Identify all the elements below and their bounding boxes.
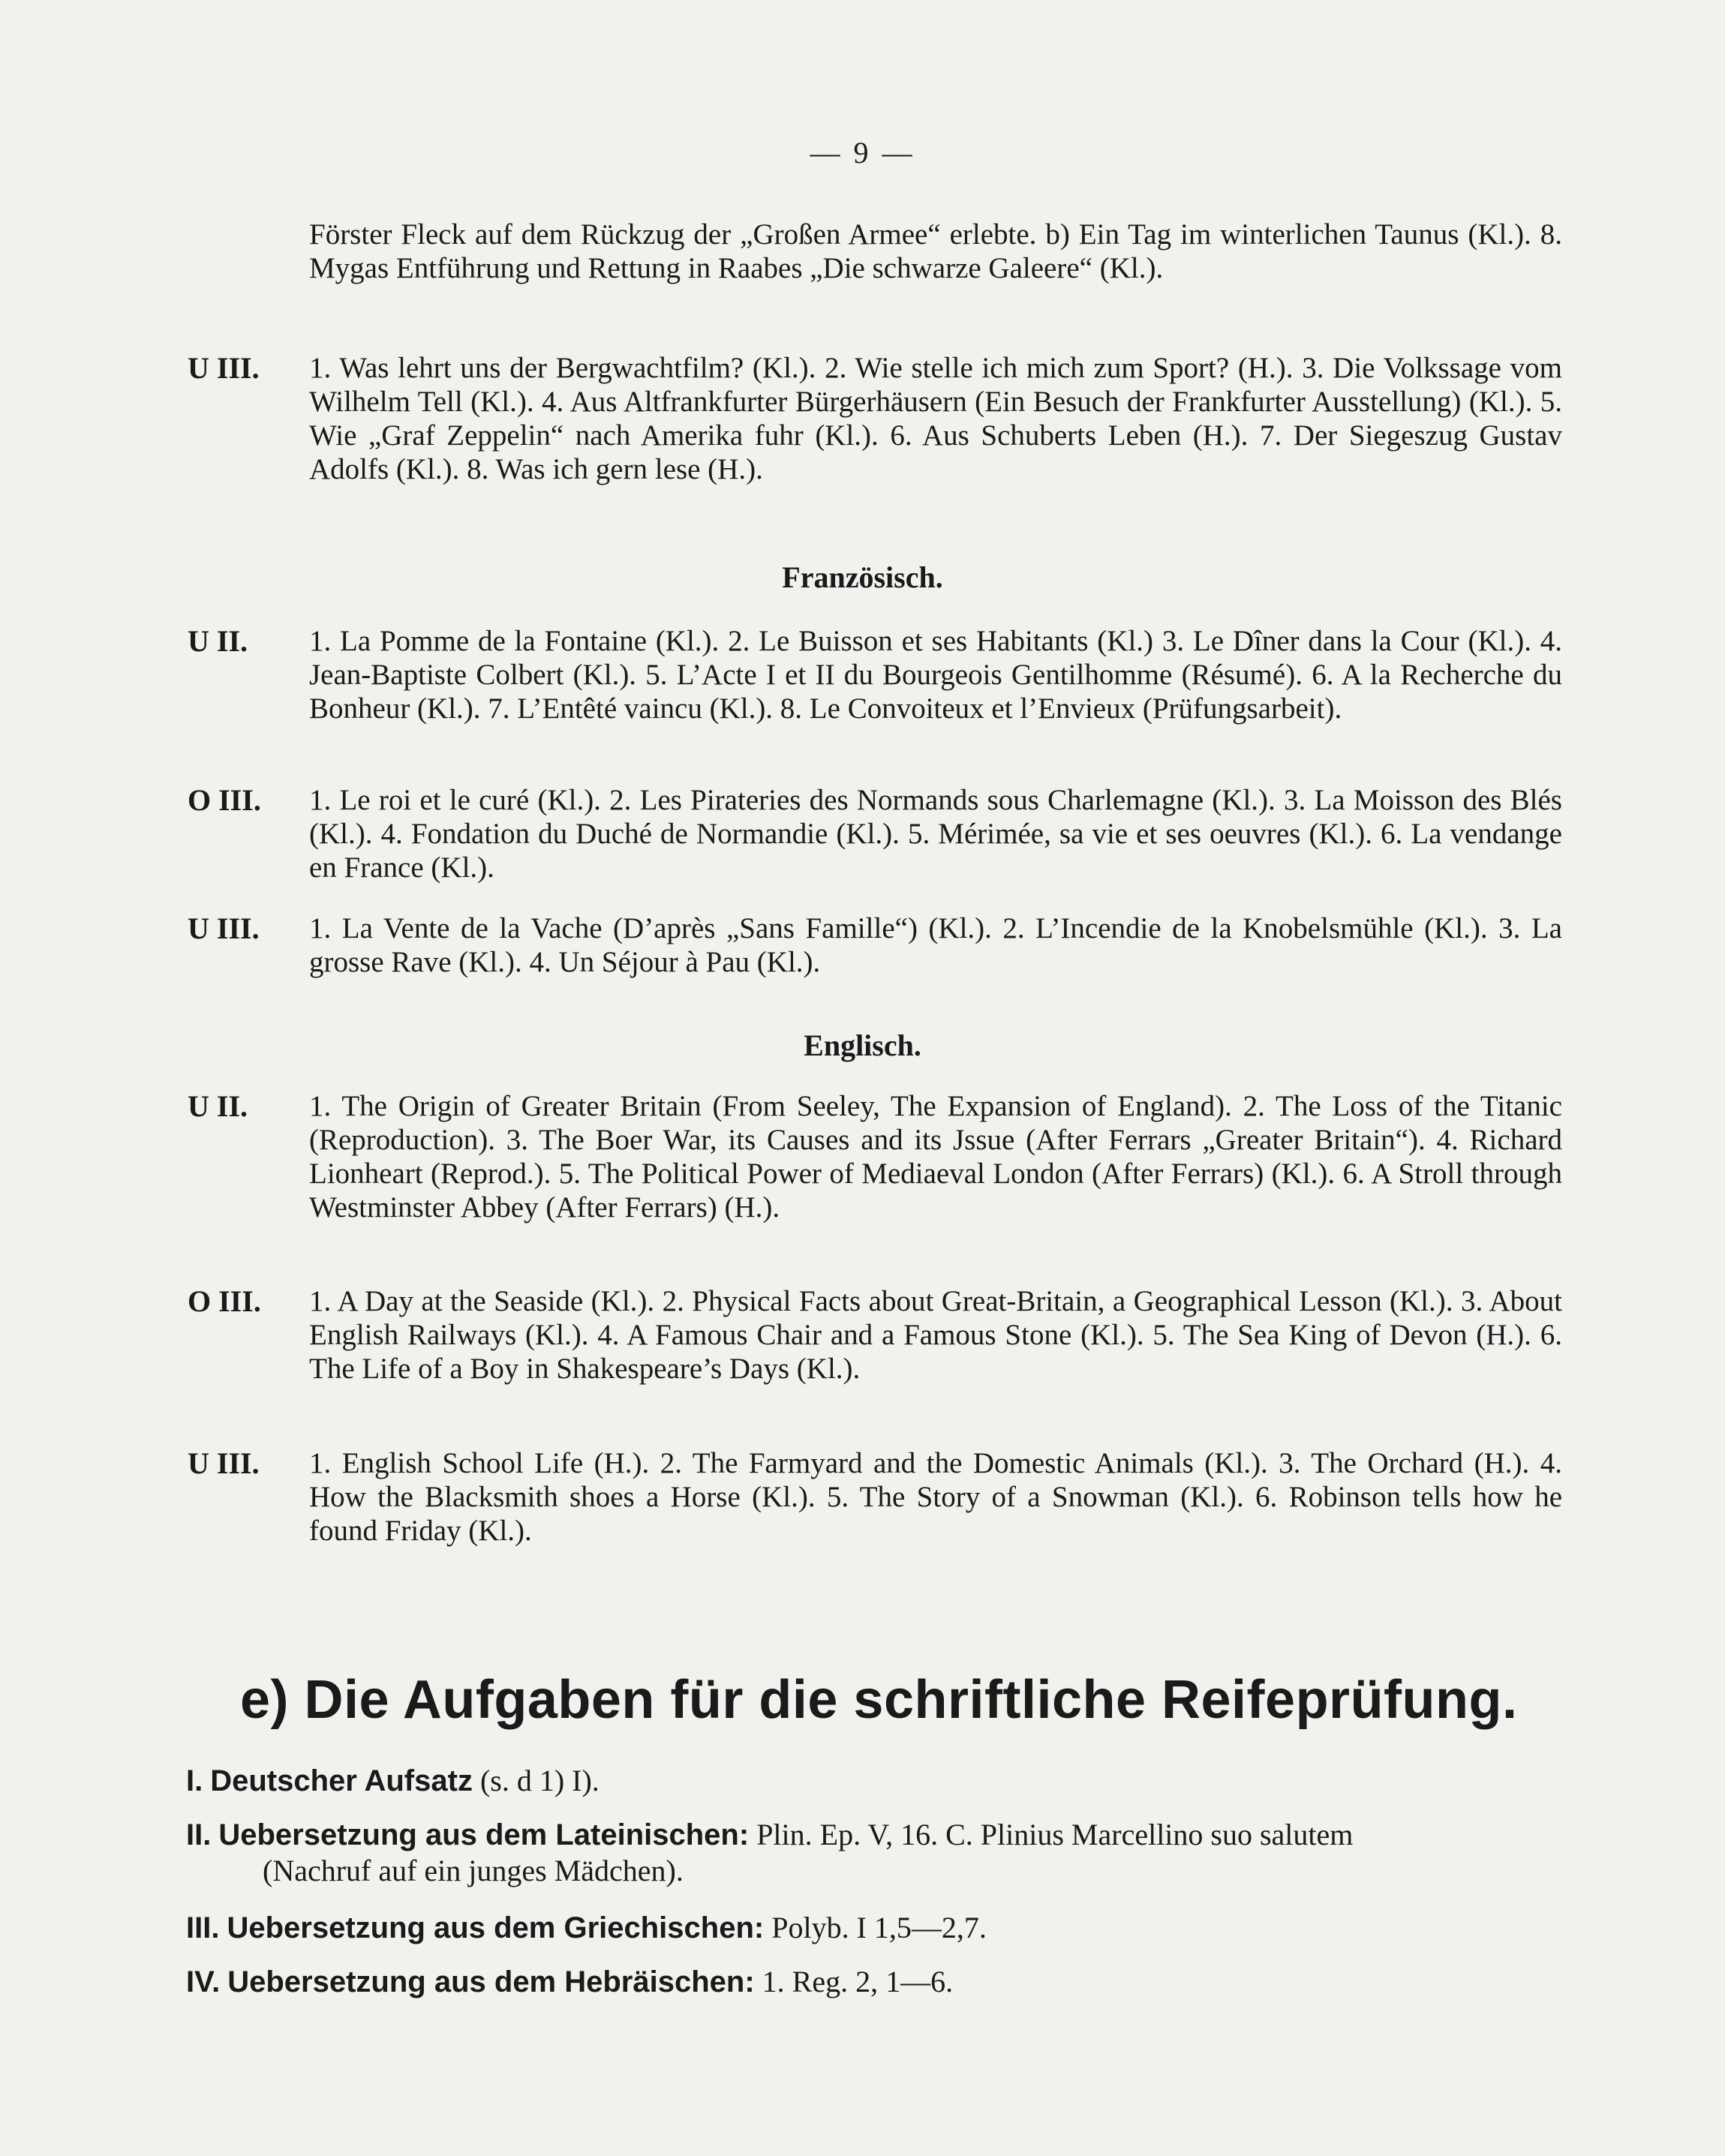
engl-entry-u3 bbox=[188, 1446, 1562, 1548]
entry-text: 1. A Day at the Seaside (Kl.). 2. Physical Facts about Great-Britain, a Geographical Lesson (Kl.). 3. About English Railways (Kl.). 4. A Famous Chair and a Famous Stone (Kl.). 5. The Sea King of Devon (H.). 6. The Life of a Boy in Shakespeare’s Days (Kl.). bbox=[309, 1285, 1562, 1385]
deutsch-entry-u3 bbox=[188, 351, 1562, 486]
task-detail: (s. d 1) I). bbox=[479, 1764, 600, 1797]
engl-entry-o3 bbox=[188, 1284, 1562, 1386]
task-detail: Polyb. I 1,5—2,7. bbox=[771, 1911, 987, 1944]
task-detail: 1. Reg. 2, 1—6. bbox=[762, 1965, 954, 1998]
heading-englisch: Englisch. bbox=[804, 1028, 921, 1062]
heading-franzoesisch: Französisch. bbox=[782, 560, 943, 594]
franz-entry-u2 bbox=[188, 624, 1562, 725]
task-number: I. bbox=[186, 1764, 203, 1797]
class-label: U III. bbox=[188, 351, 260, 385]
task-3 bbox=[186, 1910, 1567, 1946]
task-4 bbox=[186, 1964, 1567, 2000]
task-number: IV. bbox=[186, 1965, 221, 1998]
franz-entry-o3 bbox=[188, 783, 1562, 884]
entry-text: 1. La Pomme de la Fontaine (Kl.). 2. Le Buisson et ses Habitants (Kl.) 3. Le Dîner dans la Cour (Kl.). 4. Jean-Baptiste Colbert (Kl.). 5. L’Acte I et II du Bourgeois Gentilhomme (Résumé). 6. A la Recherche du Bonheur (Kl.). 7. L’Entêté vaincu (Kl.). 8. Le Convoiteux et l’Envieux (Prüfungsarbeit). bbox=[309, 625, 1562, 725]
entry-text: 1. Le roi et le curé (Kl.). 2. Les Pirateries des Normands sous Charlemagne (Kl.). 3. La Moisson des Blés (Kl.). 4. Fondation du Duché de Normandie (Kl.). 5. Mérimée, sa vie et ses oeuvres (Kl.). 6. La vendange en France (Kl.). bbox=[309, 784, 1562, 884]
task-title: Deutscher Aufsatz bbox=[210, 1764, 473, 1797]
task-number: III. bbox=[186, 1911, 220, 1944]
task-title: Uebersetzung aus dem Hebräischen: bbox=[227, 1965, 755, 1998]
class-label: U III. bbox=[188, 911, 260, 945]
franz-entry-u3 bbox=[188, 911, 1562, 979]
class-label: O III. bbox=[188, 783, 261, 817]
page-number: — 9 — bbox=[810, 136, 915, 170]
engl-entry-u2 bbox=[188, 1089, 1562, 1224]
intro-paragraph: Förster Fleck auf dem Rückzug der „Großen Armee“ erlebte. b) Ein Tag im winterlichen Taunus (Kl.). 8. Mygas Entführung und Rettung in Raabes „Die schwarze Galeere“ (Kl.). bbox=[309, 218, 1562, 284]
entry-text: 1. The Origin of Greater Britain (From Seeley, The Expansion of England). 2. The Loss of the Titanic (Reproduction). 3. The Boer War, its Causes and its Jssue (After Ferrars „Greater Britain“). 4. Richard Lionheart (Reprod.). 5. The Political Power of Mediaeval London (After Ferrars) (Kl.). 6. A Stroll through Westminster Abbey (After Ferrars) (H.). bbox=[309, 1090, 1562, 1224]
task-detail-continued: (Nachruf auf ein junges Mädchen). bbox=[263, 1854, 684, 1887]
class-label: U III. bbox=[188, 1446, 260, 1480]
task-number: II. bbox=[186, 1818, 212, 1851]
class-label: O III. bbox=[188, 1284, 261, 1318]
task-2 bbox=[186, 1817, 1567, 1889]
entry-text: 1. English School Life (H.). 2. The Farmyard and the Domestic Animals (Kl.). 3. The Orchard (H.). 4. How the Blacksmith shoes a Horse (Kl.). 5. The Story of a Snowman (Kl.). 6. Robinson tells how he found Friday (Kl.). bbox=[309, 1447, 1562, 1547]
task-1 bbox=[186, 1763, 1567, 1799]
task-title: Uebersetzung aus dem Griechischen: bbox=[227, 1911, 765, 1944]
entry-text: 1. Was lehrt uns der Bergwachtfilm? (Kl.). 2. Wie stelle ich mich zum Sport? (H.). 3. Die Volkssage vom Wilhelm Tell (Kl.). 4. Aus Altfrankfurter Bürgerhäusern (Ein Besuch der Frankfurter Ausstellung) (Kl.). 5. Wie „Graf Zeppelin“ nach Amerika fuhr (Kl.). 6. Aus Schuberts Leben (H.). 7. Der Siegeszug Gustav Adolfs (Kl.). 8. Was ich gern lese (H.). bbox=[309, 352, 1562, 485]
entry-text: 1. La Vente de la Vache (D’après „Sans Famille“) (Kl.). 2. L’Incendie de la Knobelsmühle (Kl.). 3. La grosse Rave (Kl.). 4. Un Séjour à Pau (Kl.). bbox=[309, 912, 1562, 978]
class-label: U II. bbox=[188, 1089, 248, 1123]
heading-reifepruefung: e) Die Aufgaben für die schriftliche Reifeprüfung. bbox=[240, 1670, 1518, 1730]
class-label: U II. bbox=[188, 624, 248, 658]
task-detail: Plin. Ep. V, 16. C. Plinius Marcellino suo salutem bbox=[756, 1818, 1354, 1851]
task-title: Uebersetzung aus dem Lateinischen: bbox=[218, 1818, 750, 1851]
